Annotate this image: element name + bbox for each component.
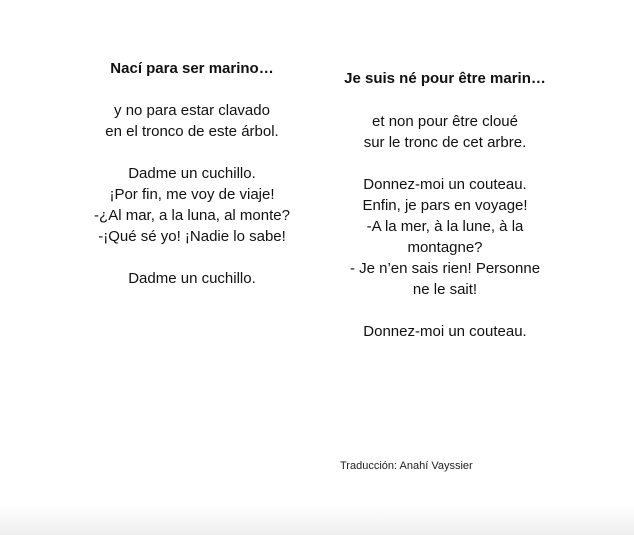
poem-line: Donnez-moi un couteau. bbox=[363, 176, 527, 193]
poem-line: montagne? bbox=[407, 239, 483, 256]
poem-line: Dadme un cuchillo. bbox=[128, 270, 256, 287]
poem-line: Donnez-moi un couteau. bbox=[363, 323, 527, 340]
poem-line: et non pour être cloué bbox=[372, 113, 518, 130]
poem-line: Dadme un cuchillo. bbox=[128, 165, 256, 182]
french-poem bbox=[335, 70, 555, 342]
spanish-poem bbox=[82, 60, 302, 289]
poem-line: ¡Por fin, me voy de viaje! bbox=[109, 186, 275, 203]
french-poem-title: Je suis né pour être marin… bbox=[344, 70, 546, 87]
poem-line: en el tronco de este árbol. bbox=[105, 123, 279, 140]
poem-line: -¿Al mar, a la luna, al monte? bbox=[94, 207, 290, 224]
poem-line: - Je n’en sais rien! Personne bbox=[349, 260, 541, 277]
poem-line: sur le tronc de cet arbre. bbox=[363, 134, 527, 151]
translation-credit: Traducción: Anahí Vayssier bbox=[340, 460, 473, 472]
poem-line: ne le sait! bbox=[412, 281, 478, 298]
spanish-poem-title: Nací para ser marino… bbox=[110, 60, 274, 77]
poem-line: -¡Qué sé yo! ¡Nadie lo sabe! bbox=[98, 228, 286, 245]
page-bottom-edge bbox=[0, 505, 634, 535]
poem-line: -A la mer, à la lune, à la bbox=[366, 218, 524, 235]
poem-line: y no para estar clavado bbox=[114, 102, 270, 119]
poem-line: Enfin, je pars en voyage! bbox=[362, 197, 528, 214]
